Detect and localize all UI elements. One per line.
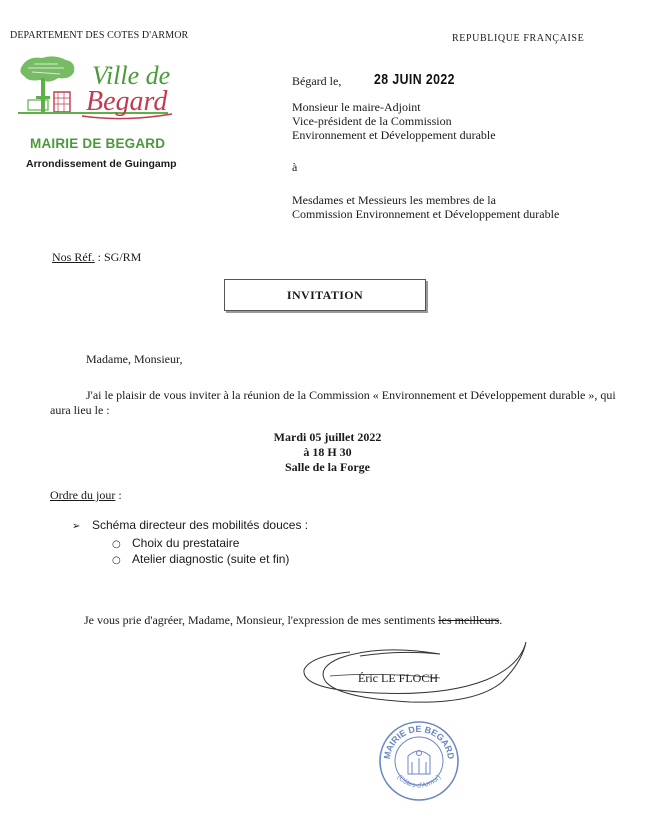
agenda-sub-item (112, 552, 289, 566)
ville-de-begard-logo (14, 52, 176, 132)
republic-header: REPUBLIQUE FRANÇAISE (452, 33, 585, 44)
closing-paragraph (84, 613, 502, 628)
svg-text:(Côtes-d'Armor) (396, 774, 443, 790)
arrondissement: Arrondissement de Guingamp (26, 158, 177, 170)
reference-value: : SG/RM (94, 250, 142, 264)
sender-block (292, 100, 496, 142)
reference-label: Nos Réf. (52, 250, 95, 264)
closing-struck: les meilleurs (438, 613, 500, 627)
salutation: Madame, Monsieur, (86, 352, 183, 366)
signatory-name: Éric LE FLOCH (358, 671, 438, 685)
department-header: DEPARTEMENT DES COTES D'ARMOR (10, 30, 189, 41)
logo-text-ville: Ville de (92, 61, 171, 90)
date-stamp: 28 JUIN 2022 (374, 71, 455, 88)
stamp-emblem-icon (408, 751, 430, 775)
agenda-main-item (72, 518, 308, 532)
circle-bullet-icon: ○ (112, 555, 121, 566)
agenda-sub-text: Atelier diagnostic (suite et fin) (132, 552, 290, 566)
logo-text-begard: Begard (86, 86, 168, 117)
agenda-sub-text: Choix du prestataire (132, 536, 240, 550)
recipient-line: Commission Environnement et Développement durable (292, 207, 560, 221)
body-line: J'ai le plaisir de vous inviter à la réunion de la Commission « Environnement et Développement durable », qui (86, 388, 616, 402)
agenda-label: Ordre du jour (50, 488, 116, 502)
agenda-sub-item (112, 536, 239, 550)
sender-line: Monsieur le maire-Adjoint (292, 100, 421, 114)
meeting-time: à 18 H 30 (303, 445, 352, 459)
agenda-label-suffix: : (115, 488, 122, 502)
invitation-title: INVITATION (224, 279, 426, 311)
recipients-block (292, 193, 559, 221)
date-place: Bégard le, (292, 74, 342, 88)
sender-line: Environnement et Développement durable (292, 128, 496, 142)
agenda-heading (50, 488, 122, 503)
meeting-place: Salle de la Forge (285, 460, 370, 474)
stamp-bottom-text: (Côtes-d'Armor) (395, 773, 443, 790)
svg-text:MAIRIE DE BEGARD (382, 724, 456, 760)
closing-text: Je vous prie d'agréer, Madame, Monsieur, l'expression de mes sentiments (84, 613, 439, 627)
reference (52, 250, 141, 265)
meeting-date: Mardi 05 juillet 2022 (273, 430, 382, 444)
mairie-name: MAIRIE DE BEGARD (30, 136, 166, 151)
closing-end: . (499, 613, 503, 627)
agenda-main-text: Schéma directeur des mobilités douces : (92, 518, 309, 532)
to-word: à (292, 160, 298, 174)
recipient-line: Mesdames et Messieurs les membres de la (292, 193, 496, 207)
arrow-bullet-icon: ➢ (72, 521, 81, 532)
circle-bullet-icon: ○ (112, 539, 121, 550)
stamp-top-text: MAIRIE DE BEGARD (381, 723, 457, 760)
meeting-details (0, 430, 655, 475)
mairie-stamp (378, 720, 460, 802)
body-line: aura lieu le : (50, 403, 110, 417)
body-paragraph (50, 388, 650, 418)
sender-line: Vice-président de la Commission (292, 114, 452, 128)
